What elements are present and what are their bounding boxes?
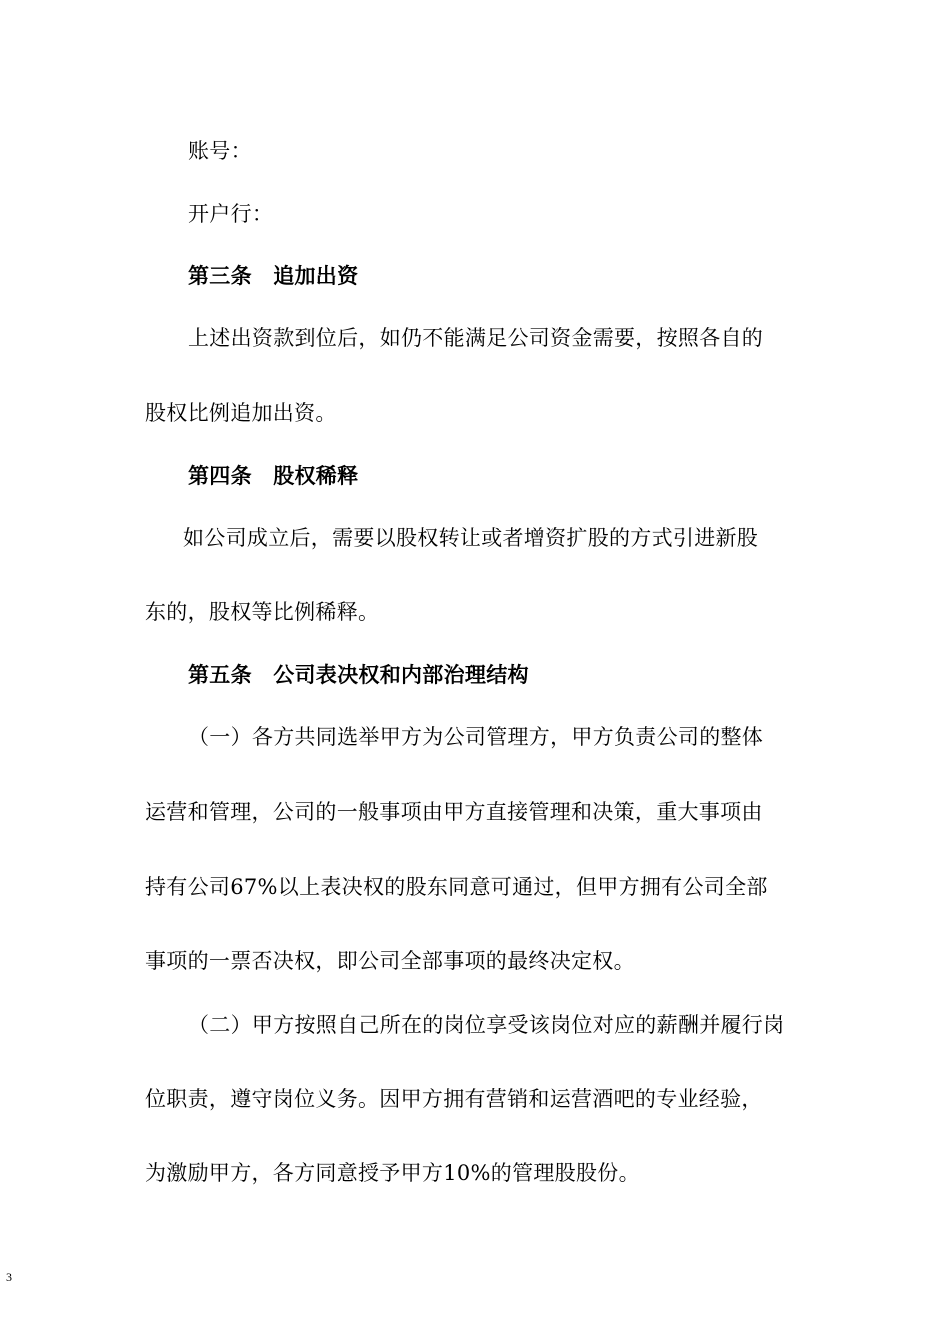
article-4-heading: 第四条 股权稀释 <box>188 463 359 488</box>
article-4-text-line-1: 如公司成立后，需要以股权转让或者增资扩股的方式引进新股 <box>183 526 759 550</box>
article-3-text-line-2: 股权比例追加出资。 <box>145 401 337 425</box>
article-5-item-1-line-4: 事项的一票否决权，即公司全部事项的最终决定权。 <box>145 949 635 973</box>
article-5-item-2-line-3: 为激励甲方，各方同意授予甲方10%的管理股股份。 <box>145 1161 640 1185</box>
account-number-label: 账号： <box>188 139 252 163</box>
article-5-item-2-line-2: 位职责，遵守岗位义务。因甲方拥有营销和运营酒吧的专业经验， <box>145 1087 763 1111</box>
article-5-item-2-line-1: （二）甲方按照自己所在的岗位享受该岗位对应的薪酬并履行岗 <box>188 1013 785 1037</box>
article-5-item-1-line-2: 运营和管理，公司的一般事项由甲方直接管理和决策，重大事项由 <box>145 800 763 824</box>
article-5-item-1-line-1: （一）各方共同选举甲方为公司管理方，甲方负责公司的整体 <box>188 725 764 749</box>
article-4-text-line-2: 东的，股权等比例稀释。 <box>145 600 380 624</box>
article-3-heading: 第三条 追加出资 <box>188 263 359 288</box>
article-5-heading: 第五条 公司表决权和内部治理结构 <box>188 662 529 687</box>
article-3-text-line-1: 上述出资款到位后，如仍不能满足公司资金需要，按照各自的 <box>188 326 764 350</box>
bank-label: 开户行： <box>188 202 274 226</box>
page-number: 3 <box>6 1270 12 1284</box>
article-5-item-1-line-3: 持有公司67%以上表决权的股东同意可通过，但甲方拥有公司全部 <box>145 875 768 899</box>
